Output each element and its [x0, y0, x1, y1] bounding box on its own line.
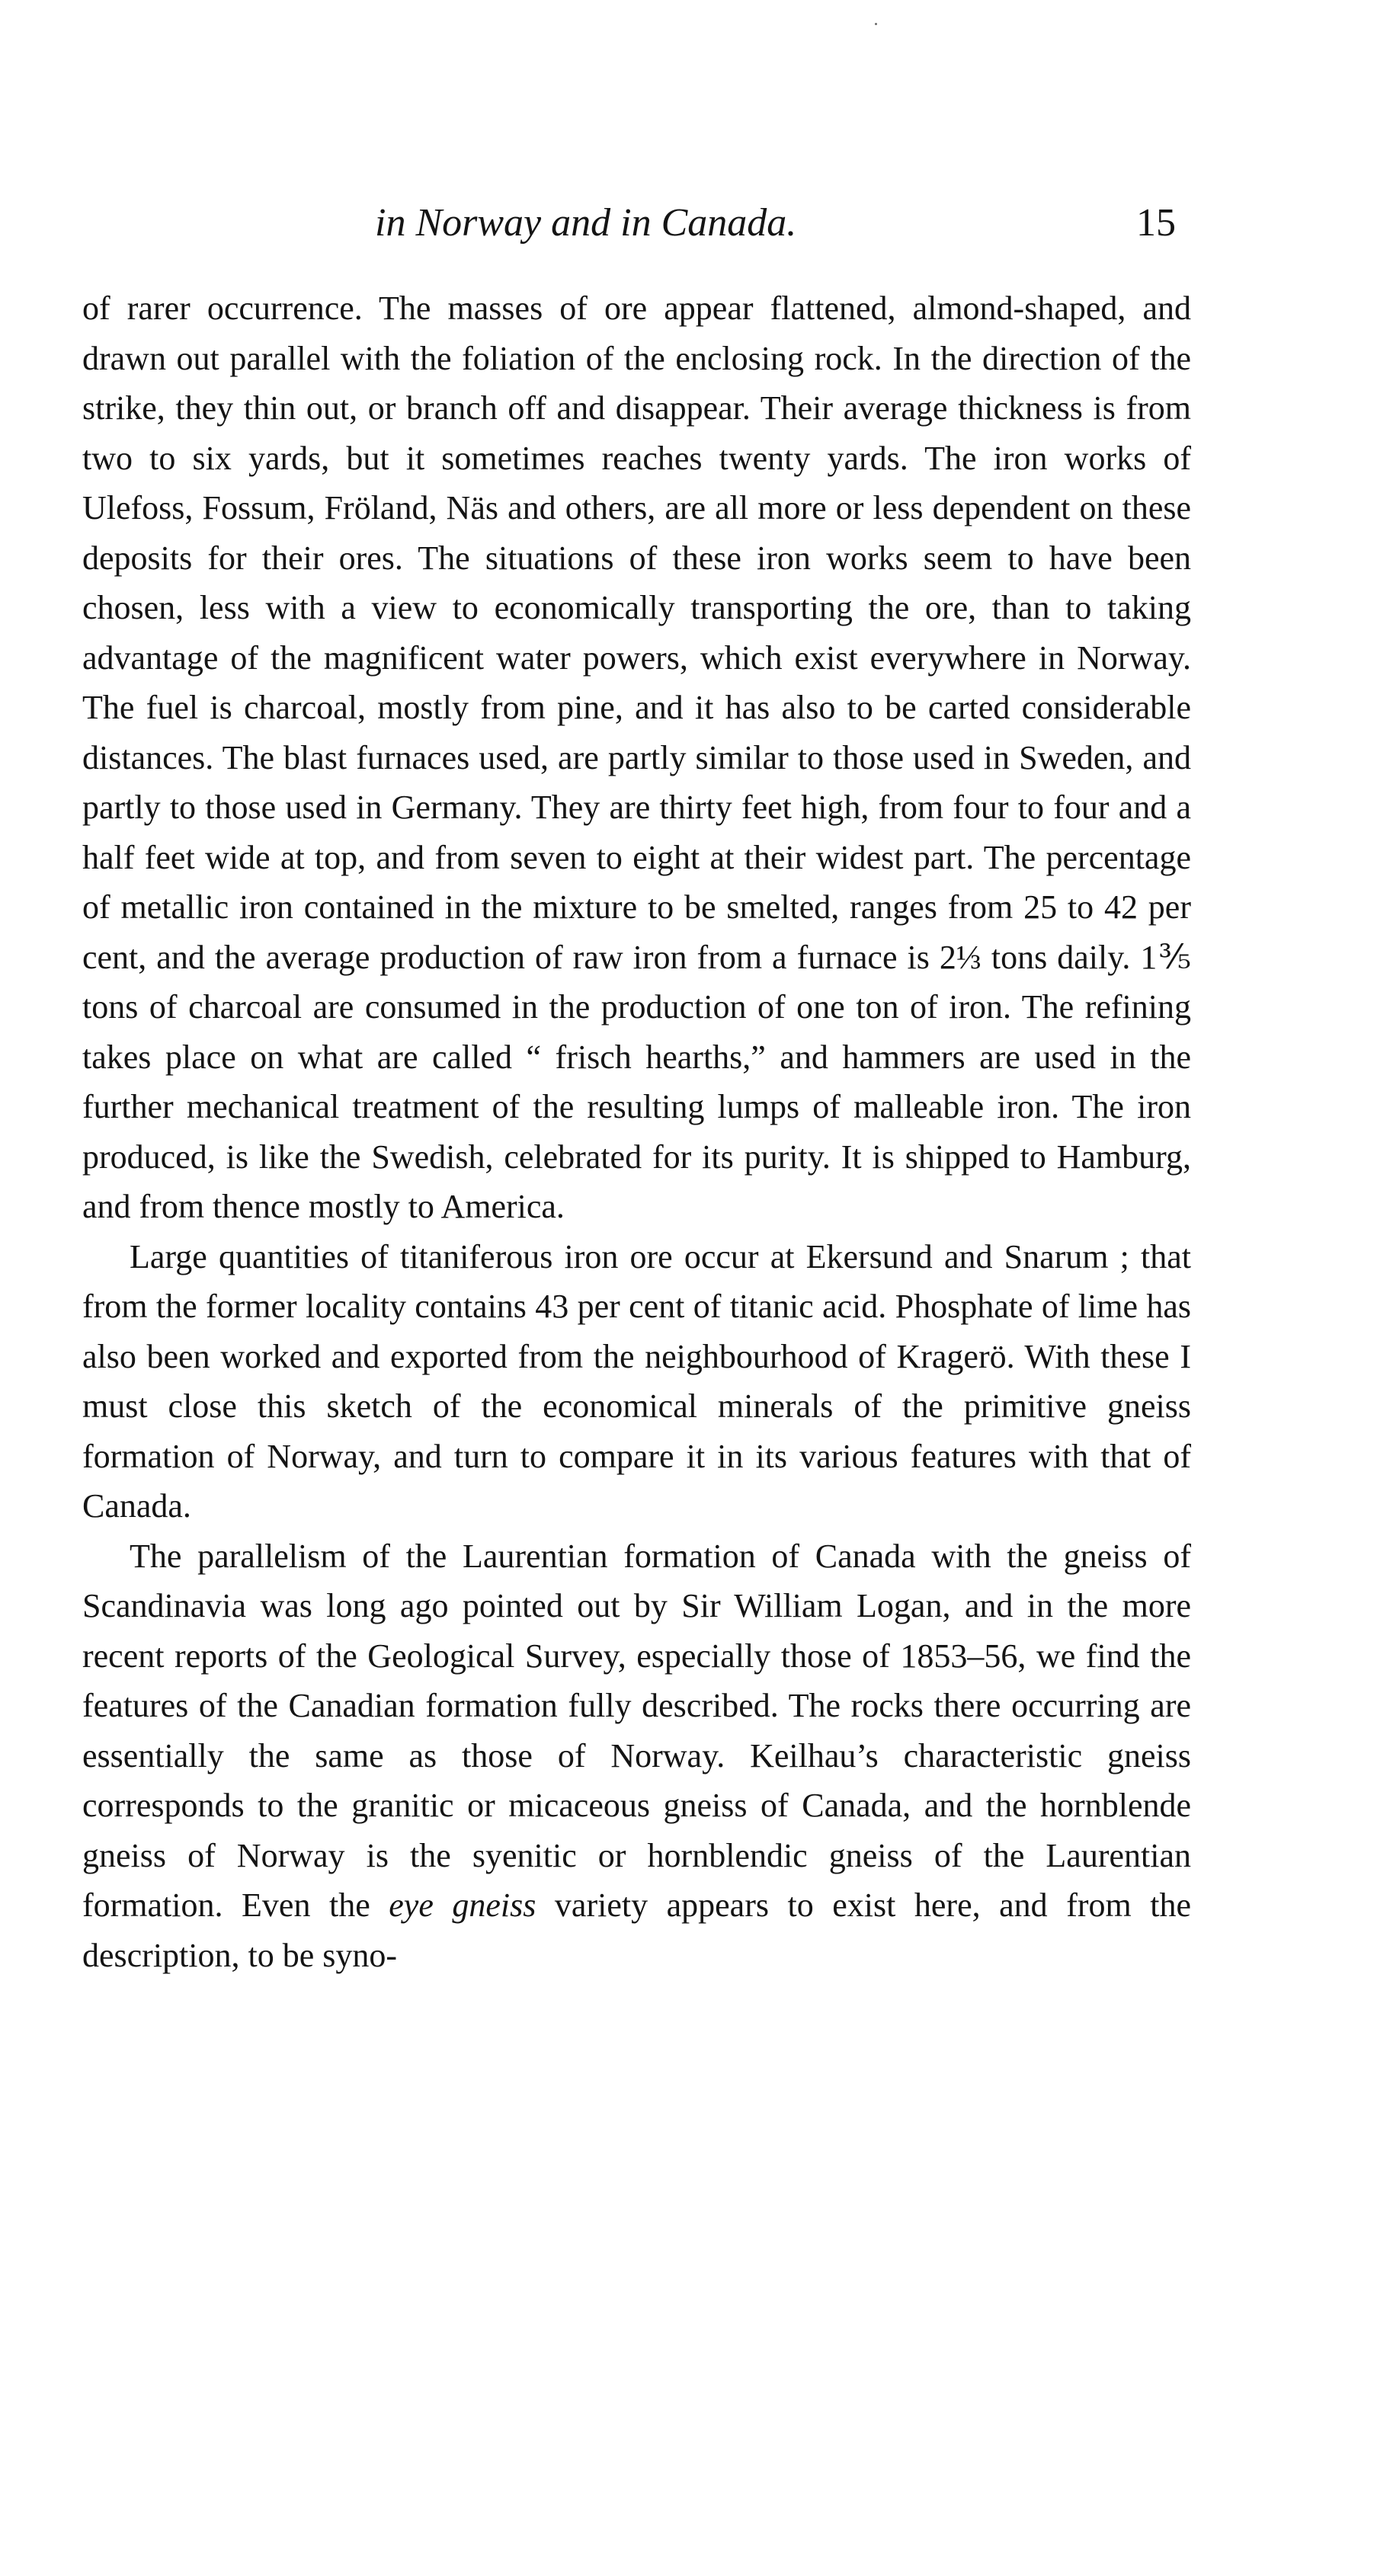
paragraph-titaniferous-iron: Large quantities of titaniferous iron ore occur at Ekersund and Snarum ; that from the former locality contains 43 per cent of titanic acid. Phosphate of lime has also been worked and exported from the neighbourhood of Kragerö. With these I must close this sketch of the economical minerals of the primitive gneiss formation of Norway, and turn to compare it in its various features with that of Canada. — [82, 1237, 1191, 1525]
paragraph-continued: of rarer occurrence. The masses of ore appear flattened, almond-shaped, and drawn out parallel with the foliation of the enclosing rock. In the direction of the strike, they thin out, or branch off and disappear. Their average thickness is from two to six yards, but it sometimes reaches twenty yards. The iron works of Ulefoss, Fossum, Fröland, Näs and others, are all more or less dependent on these deposits for their ores. The situations of these iron works seem to have been chosen, less with a view to economically transporting the ore, than to taking advantage of the magnificent water powers, which exist everywhere in Norway. The fuel is charcoal, mostly from pine, and it has also to be carted considerable distances. The blast furnaces used, are partly similar to those used in Sweden, and partly to those used in Germany. They are thirty feet high, from four to four and a half feet wide at top, and from seven to eight at their widest part. The percentage of metallic iron contained in the mixture to be smelted, ranges from 25 to 42 per cent, and the average production of raw iron from a furnace is 2⅓ tons daily. 1⅗ tons of charcoal are consumed in the production of one ton of iron. The refining takes place on what are called “ frisch hearths,” and hammers are used in the further mechanical treatment of the resulting lumps of malleable iron. The iron produced, is like the Swedish, celebrated for its purity. It is shipped to Hamburg, and from thence mostly to America. — [82, 290, 1191, 1225]
paragraph-text-start: The parallelism of the Laurentian formation of Canada with the gneiss of Scandinavia was long ago pointed out by Sir William Logan, and in the more recent reports of the Geological Survey, especially those of 1853–56, we find the features of the Canadian formation fully described. The rocks there occurring are essentially the same as those of Norway. Keilhau’s characteristic gneiss corresponds to the granitic or micaceous gneiss of Canada, and the hornblende gneiss of Norway is the syenitic or hornblendic gneiss of the Laurentian formation. Even the — [82, 1537, 1191, 1924]
running-head — [82, 197, 1191, 250]
paragraph-laurentian-parallelism — [82, 1531, 1191, 1981]
italic-term-eye-gneiss: eye gneiss — [389, 1886, 536, 1924]
body-text — [82, 283, 1191, 1980]
running-title: in Norway and in Canada. — [375, 201, 797, 245]
page-number: 15 — [1136, 201, 1176, 245]
paragraph-text-end: variety appears to exist here, and from the description, to be syno- — [82, 1886, 1192, 1974]
print-speck — [875, 23, 877, 25]
